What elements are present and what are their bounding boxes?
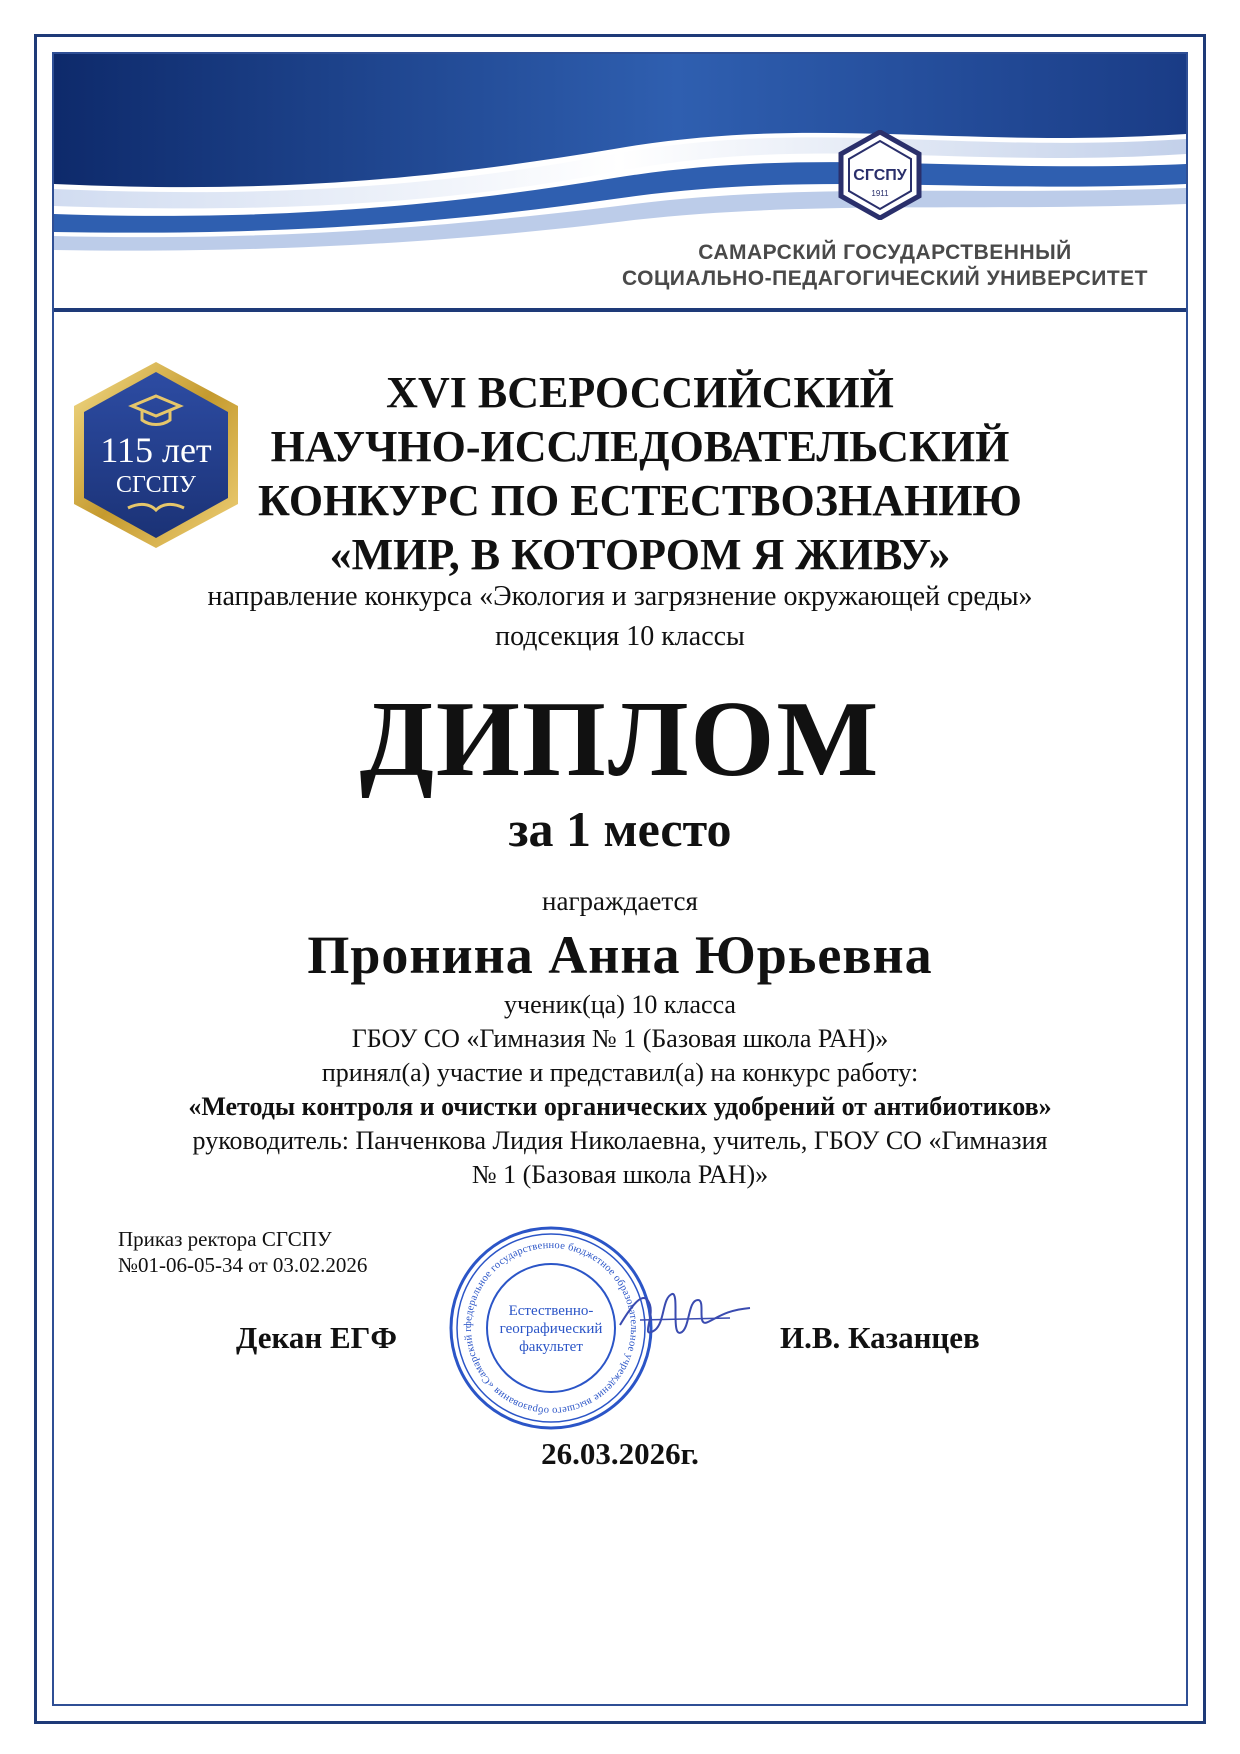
stamp-outer-text: федеральное государственное бюджетное образовательное учреждение высшего образования «Самарский г — [462, 1239, 640, 1417]
university-name-line1: САМАРСКИЙ ГОСУДАРСТВЕННЫЙ — [698, 241, 1072, 264]
supervisor-line2: № 1 (Базовая школа РАН)» — [471, 1160, 769, 1189]
stamp-center-line3: факультет — [519, 1339, 583, 1355]
university-logo — [835, 130, 925, 220]
header-divider — [54, 308, 1186, 312]
university-name-line2: СОЦИАЛЬНО-ПЕДАГОГИЧЕСКИЙ УНИВЕРСИТЕТ — [621, 267, 1148, 290]
awarded-label: награждается — [542, 886, 698, 916]
participation-text: принял(а) участие и представил(а) на конкурс работу: — [321, 1058, 919, 1087]
contest-subsection: подсекция 10 классы — [495, 621, 745, 652]
university-logo-year: 1911 — [871, 189, 889, 198]
recipient-name: Пронина Анна Юрьевна — [307, 925, 933, 985]
issue-date: 26.03.2026г. — [541, 1436, 699, 1471]
contest-title-line3: КОНКУРС ПО ЕСТЕСТВОЗНАНИЮ — [258, 476, 1022, 525]
badge-years: 115 лет — [100, 430, 212, 470]
badge-abbr: СГСПУ — [116, 472, 196, 498]
student-class: ученик(ца) 10 класса — [504, 990, 736, 1019]
stamp-center-line2: географический — [499, 1321, 603, 1337]
diploma-heading: ДИПЛОМ — [359, 680, 881, 799]
work-title: «Методы контроля и очистки органических удобрений от антибиотиков» — [188, 1092, 1052, 1121]
handwritten-signature — [610, 1270, 760, 1360]
order-line2: №01-06-05-34 от 03.02.2026 — [118, 1253, 368, 1277]
contest-title-line1: XVI ВСЕРОССИЙСКИЙ — [386, 368, 894, 417]
contest-direction: направление конкурса «Экология и загрязнение окружающей среды» — [207, 581, 1033, 612]
stamp-center-line1: Естественно- — [508, 1303, 594, 1319]
diploma-place: за 1 место — [508, 801, 732, 857]
order-line1: Приказ ректора СГСПУ — [118, 1227, 332, 1251]
school-name: ГБОУ СО «Гимназия № 1 (Базовая школа РАН)» — [351, 1024, 889, 1053]
signer-position: Декан ЕГФ — [236, 1320, 397, 1355]
contest-title-line2: НАУЧНО-ИССЛЕДОВАТЕЛЬСКИЙ — [270, 422, 1010, 471]
university-logo-text: СГСПУ — [853, 167, 907, 184]
supervisor-line1: руководитель: Панченкова Лидия Николаевна, учитель, ГБОУ СО «Гимназия — [192, 1126, 1048, 1155]
contest-title-line4: «МИР, В КОТОРОМ Я ЖИВУ» — [329, 530, 951, 579]
signer-name: И.В. Казанцев — [780, 1320, 980, 1355]
